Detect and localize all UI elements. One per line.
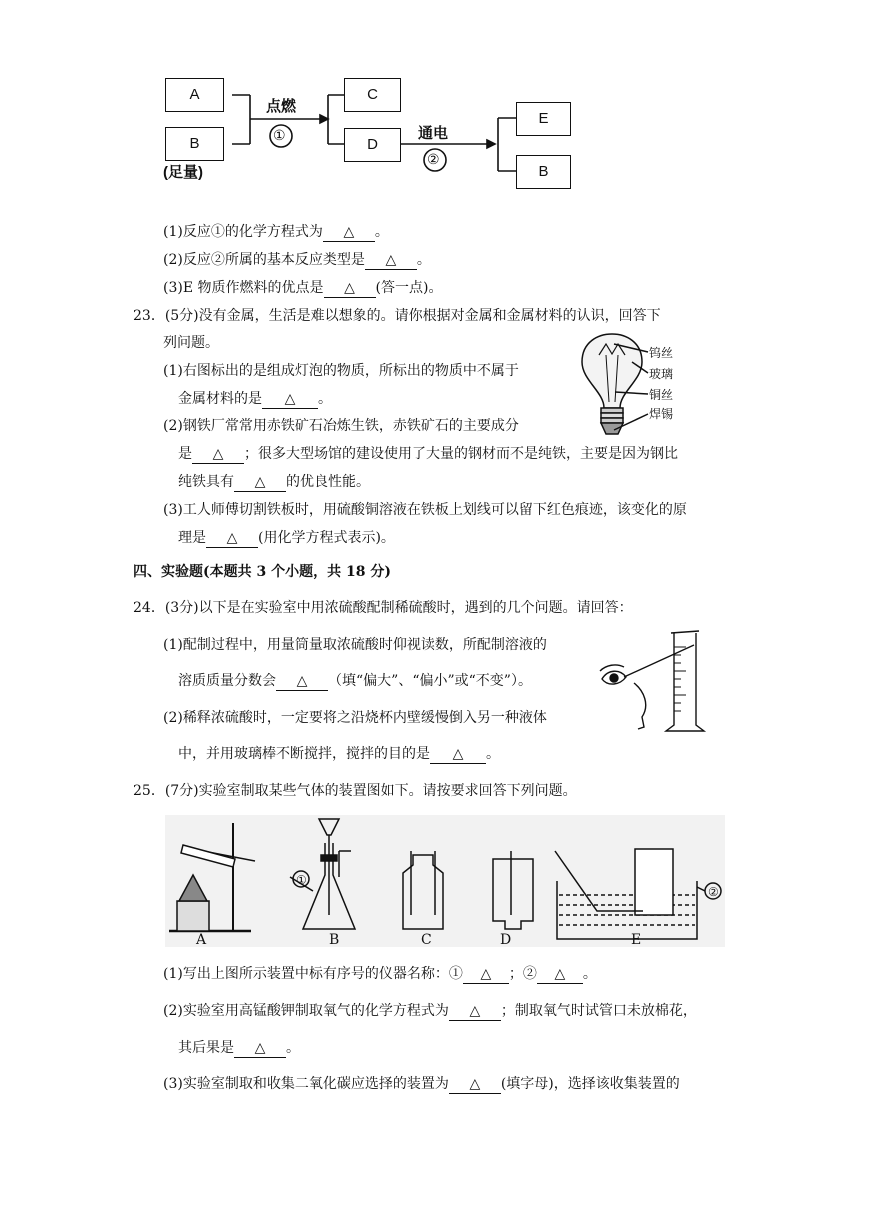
answer-blank[interactable]: △ bbox=[324, 280, 376, 298]
answer-blank[interactable]: △ bbox=[206, 530, 258, 548]
apparatus-label-d: D bbox=[500, 932, 512, 948]
answer-blank[interactable]: △ bbox=[276, 673, 328, 691]
q23-stem-line2: 列问题。 bbox=[163, 335, 219, 351]
apparatus-mark-2: ② bbox=[708, 885, 719, 899]
answer-blank[interactable]: △ bbox=[192, 446, 244, 464]
answer-blank[interactable]: △ bbox=[365, 252, 417, 270]
answer-blank[interactable]: △ bbox=[449, 1003, 501, 1021]
bulb-label-solder: 焊锡 bbox=[649, 407, 674, 421]
answer-blank[interactable]: △ bbox=[234, 474, 286, 492]
answer-blank[interactable]: △ bbox=[323, 224, 375, 242]
bulb-label-copper: 铜丝 bbox=[649, 388, 674, 402]
box-b-note: (足量) bbox=[163, 164, 203, 181]
q23-part2-line3: 纯铁具有 △ 的优良性能。 bbox=[178, 474, 370, 490]
q22-part3: (3)E 物质作燃料的优点是 △ (答一点)。 bbox=[163, 280, 443, 296]
section-title: 四、实验题(本题共 3 个小题，共 18 分) bbox=[133, 564, 391, 580]
q25-stem: 25．(7分)实验室制取某些气体的装置图如下。请按要求回答下列问题。 bbox=[133, 783, 577, 799]
q24-part1-line2: 溶质质量分数会 △ （填“偏大”、“偏小”或“不变”）。 bbox=[178, 673, 532, 689]
box-a: A bbox=[165, 78, 224, 112]
q25-part2-line2: 其后果是 △ 。 bbox=[178, 1040, 300, 1056]
apparatus-label-b: B bbox=[329, 932, 340, 948]
graduated-cylinder-figure bbox=[594, 625, 714, 737]
step2-number: ② bbox=[427, 152, 440, 168]
q23-stem-line1: 23．(5分)没有金属，生活是难以想象的。请你根据对金属和金属材料的认识，回答下 bbox=[133, 308, 661, 324]
q23-part2-line1: (2)钢铁厂常常用赤铁矿石冶炼生铁，赤铁矿石的主要成分 bbox=[163, 418, 519, 434]
apparatus-label-e: E bbox=[631, 932, 642, 948]
answer-blank[interactable]: △ bbox=[430, 746, 486, 764]
apparatus-mark-1: ① bbox=[296, 873, 307, 887]
box-c: C bbox=[344, 78, 401, 112]
q23-part3-line1: (3)工人师傅切割铁板时，用硫酸铜溶液在铁板上划线可以留下红色痕迹，该变化的原 bbox=[163, 502, 687, 518]
q24-part2-line1: (2)稀释浓硫酸时，一定要将之沿烧杯内壁缓慢倒入另一种液体 bbox=[163, 710, 547, 726]
q23-part1-line1: (1)右图标出的是组成灯泡的物质，所标出的物质中不属于 bbox=[163, 363, 519, 379]
q22-part2: (2)反应②所属的基本反应类型是 △ 。 bbox=[163, 252, 431, 268]
apparatus-label-a: A bbox=[196, 932, 207, 948]
box-b: B bbox=[165, 127, 224, 161]
answer-blank[interactable]: △ bbox=[262, 391, 318, 409]
bulb-label-tungsten: 钨丝 bbox=[649, 346, 674, 360]
answer-blank[interactable]: △ bbox=[537, 966, 583, 984]
q22-part1: (1)反应①的化学方程式为 △ 。 bbox=[163, 224, 389, 240]
q24-stem: 24．(3分)以下是在实验室中用浓硫酸配制稀硫酸时，遇到的几个问题。请回答： bbox=[133, 600, 633, 616]
bulb-label-glass: 玻璃 bbox=[649, 367, 674, 381]
step1-label: 点燃 bbox=[266, 98, 297, 115]
answer-blank[interactable]: △ bbox=[449, 1076, 501, 1094]
answer-blank[interactable]: △ bbox=[463, 966, 509, 984]
q25-part1: (1)写出上图所示装置中标有序号的仪器名称：① △ ；② △ 。 bbox=[163, 966, 597, 982]
box-d: D bbox=[344, 128, 401, 162]
q24-part2-line2: 中，并用玻璃棒不断搅拌，搅拌的目的是 △ 。 bbox=[178, 746, 500, 762]
step1-number: ① bbox=[273, 128, 286, 144]
box-e: E bbox=[516, 102, 571, 136]
q25-part3: (3)实验室制取和收集二氧化碳应选择的装置为 △ (填字母)，选择该收集装置的 bbox=[163, 1076, 680, 1092]
apparatus-drawing bbox=[165, 815, 725, 947]
q23-part1-line2: 金属材料的是 △ 。 bbox=[178, 391, 332, 407]
apparatus-label-c: C bbox=[421, 932, 432, 948]
q23-part2-line2: 是 △ ；很多大型场馆的建设使用了大量的钢材而不是纯铁，主要是因为钢比 bbox=[178, 446, 678, 462]
q25-part2-line1: (2)实验室用高锰酸钾制取氧气的化学方程式为 △ ；制取氧气时试管口未放棉花， bbox=[163, 1003, 697, 1019]
q24-part1-line1: (1)配制过程中，用量筒量取浓硫酸时仰视读数，所配制溶液的 bbox=[163, 637, 547, 653]
box-b-product: B bbox=[516, 155, 571, 189]
step2-label: 通电 bbox=[418, 125, 449, 142]
answer-blank[interactable]: △ bbox=[234, 1040, 286, 1058]
q23-part3-line2: 理是 △ (用化学方程式表示)。 bbox=[178, 530, 395, 546]
